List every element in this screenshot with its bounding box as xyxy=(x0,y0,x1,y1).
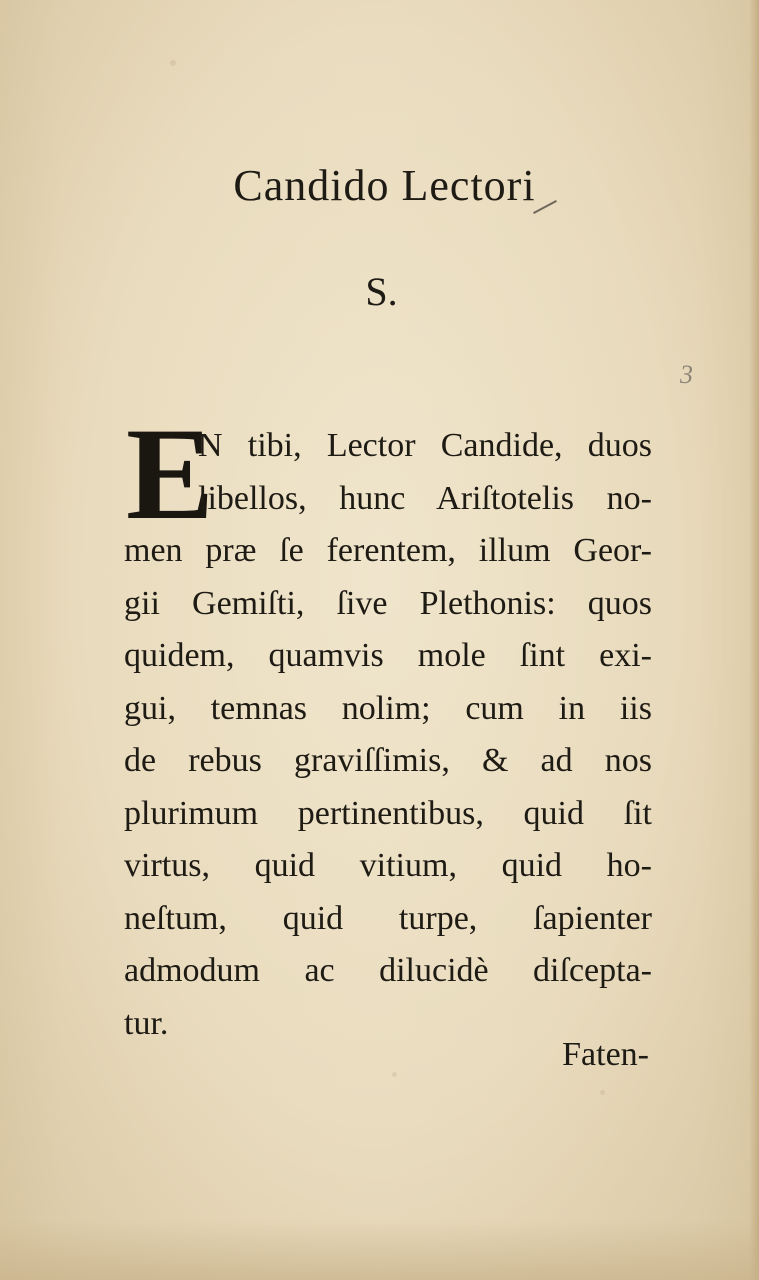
catchword: Faten- xyxy=(562,1036,649,1073)
salutation: S. xyxy=(365,269,398,314)
text-line: gui, temnas nolim; cum in iis xyxy=(124,689,652,727)
drop-cap: E xyxy=(126,400,215,547)
paper-spot xyxy=(600,1090,605,1095)
text-line: quidem, quamvis mole ſint exi- xyxy=(124,637,652,674)
text-line: gii Gemiſti, ſive Plethonis: quos xyxy=(124,584,652,622)
margin-note: 3 xyxy=(680,360,693,389)
text-line: libellos, hunc Ariſtotelis no- xyxy=(198,479,652,517)
page-heading xyxy=(0,160,759,211)
text-line: virtus, quid vitium, quid ho- xyxy=(124,847,652,884)
page-bottom-shadow xyxy=(0,1220,759,1280)
text-line: tur. xyxy=(124,1004,169,1042)
text-line: admodum ac dilucidè diſcepta- xyxy=(124,952,652,989)
text-line: plurimum pertinentibus, quid ſit xyxy=(124,794,652,832)
text-line: men præ ſe ferentem, illum Geor- xyxy=(124,532,652,569)
text-line: de rebus graviſſimis, & ad nos xyxy=(124,742,652,779)
text-line: neſtum, quid turpe, ſapienter xyxy=(124,899,652,937)
body-paragraph xyxy=(124,420,652,1050)
paper-spot xyxy=(392,1072,397,1077)
text-line: N tibi, Lector Candide, duos xyxy=(198,427,652,464)
paper-spot xyxy=(170,60,176,66)
heading-title: Candido Lectori xyxy=(233,161,536,210)
